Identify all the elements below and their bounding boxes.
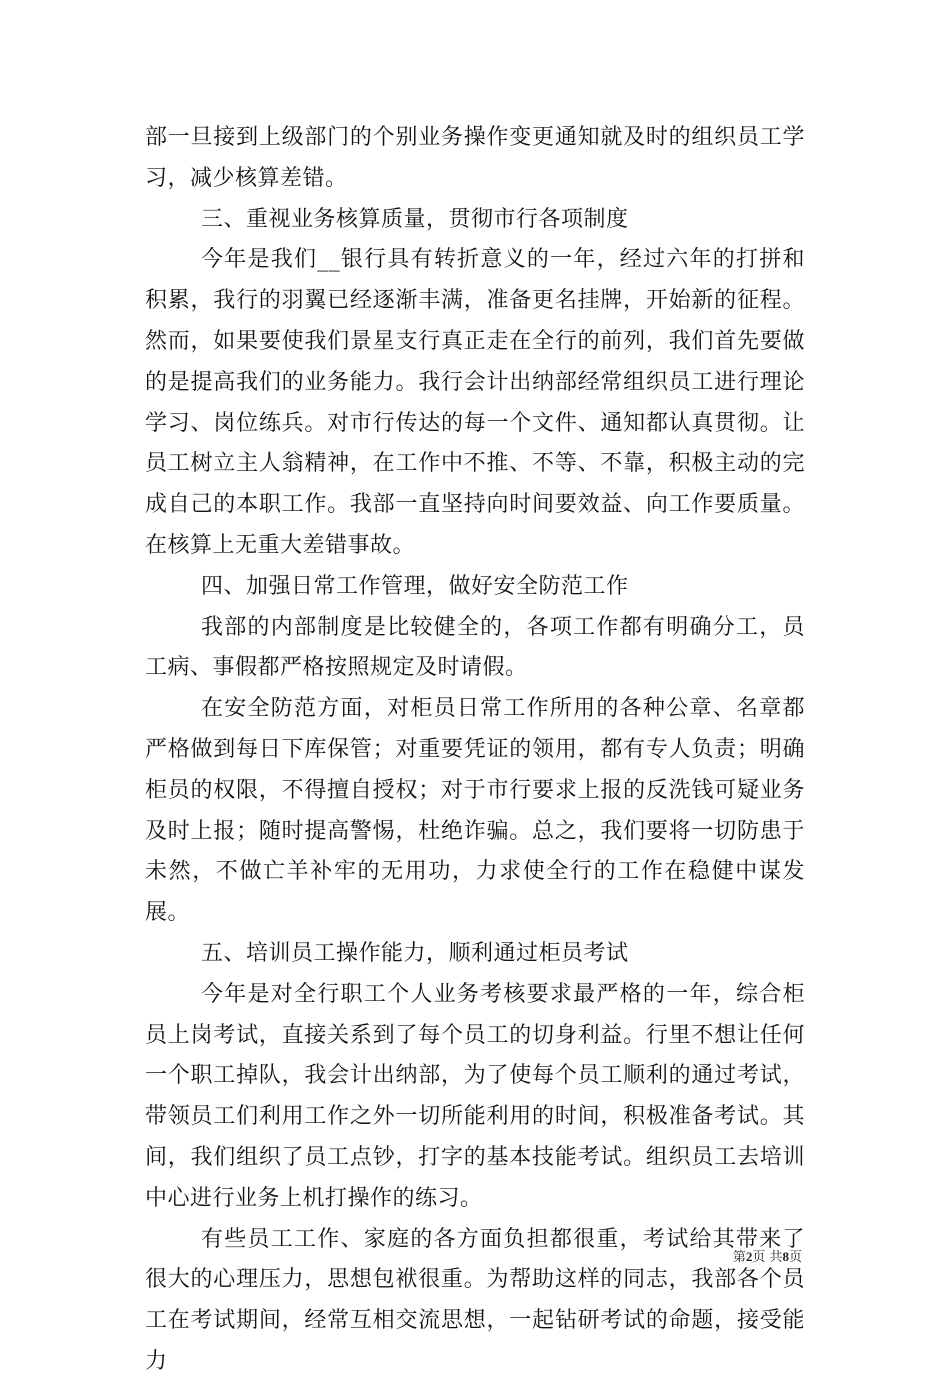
document-body xyxy=(145,118,805,1383)
footer-total-pages: 8 xyxy=(782,1249,789,1264)
footer-middle: 页 共 xyxy=(752,1250,783,1265)
page-number-footer xyxy=(733,1249,802,1266)
paragraph-5: 今年是对全行职工个人业务考核要求最严格的一年，综合柜员上岗考试，直接关系到了每个员工的切身利益。行里不想让任何一个职工掉队，我会计出纳部，为了使每个员工顺利的通过考试，带领员工们利用工作之外一切所能利用的时间，积极准备考试。其间，我们组织了员工点钞，打字的基本技能考试。组织员工去培训中心进行业务上机打操作的练习。 xyxy=(145,981,805,1211)
paragraph-4: 在安全防范方面，对柜员日常工作所用的各种公章、名章都严格做到每日下库保管；对重要凭证的领用，都有专人负责；明确柜员的权限，不得擅自授权；对于市行要求上报的反洗钱可疑业务及时上报；随时提高警惕，杜绝诈骗。总之，我们要将一切防患于未然，不做亡羊补牢的无用功，力求使全行的工作在稳健中谋发展。 xyxy=(145,696,805,926)
paragraph-6: 有些员工工作、家庭的各方面负担都很重，考试给其带来了很大的心理压力，思想包袱很重。为帮助这样的同志，我部各个员工在考试期间，经常互相交流思想，一起钻研考试的命题，接受能力 xyxy=(145,1226,805,1374)
section-heading-3: 三、重视业务核算质量，贯彻市行各项制度 xyxy=(201,206,629,232)
section-heading-4: 四、加强日常工作管理，做好安全防范工作 xyxy=(201,573,629,599)
section-heading-5: 五、培训员工操作能力，顺利通过柜员考试 xyxy=(201,940,629,966)
footer-prefix: 第 xyxy=(732,1250,746,1265)
footer-current-page: 2 xyxy=(745,1249,753,1264)
footer-suffix: 页 xyxy=(788,1250,802,1265)
paragraph-3: 我部的内部制度是比较健全的，各项工作都有明确分工，员工病、事假都严格按照规定及时请假。 xyxy=(145,614,805,681)
paragraph-2: 今年是我们__银行具有转折意义的一年，经过六年的打拼和积累，我行的羽翼已经逐渐丰满，准备更名挂牌，开始新的征程。然而，如果要使我们景星支行真正走在全行的前列，我们首先要做的是提高我们的业务能力。我行会计出纳部经常组织员工进行理论学习、岗位练兵。对市行传达的每一个文件、通知都认真贯彻。让员工树立主人翁精神，在工作中不推、不等、不靠，积极主动的完成自己的本职工作。我部一直坚持向时间要效益、向工作要质量。在核算上无重大差错事故。 xyxy=(145,247,805,558)
paragraph-1: 部一旦接到上级部门的个别业务操作变更通知就及时的组织员工学习，减少核算差错。 xyxy=(145,125,805,191)
